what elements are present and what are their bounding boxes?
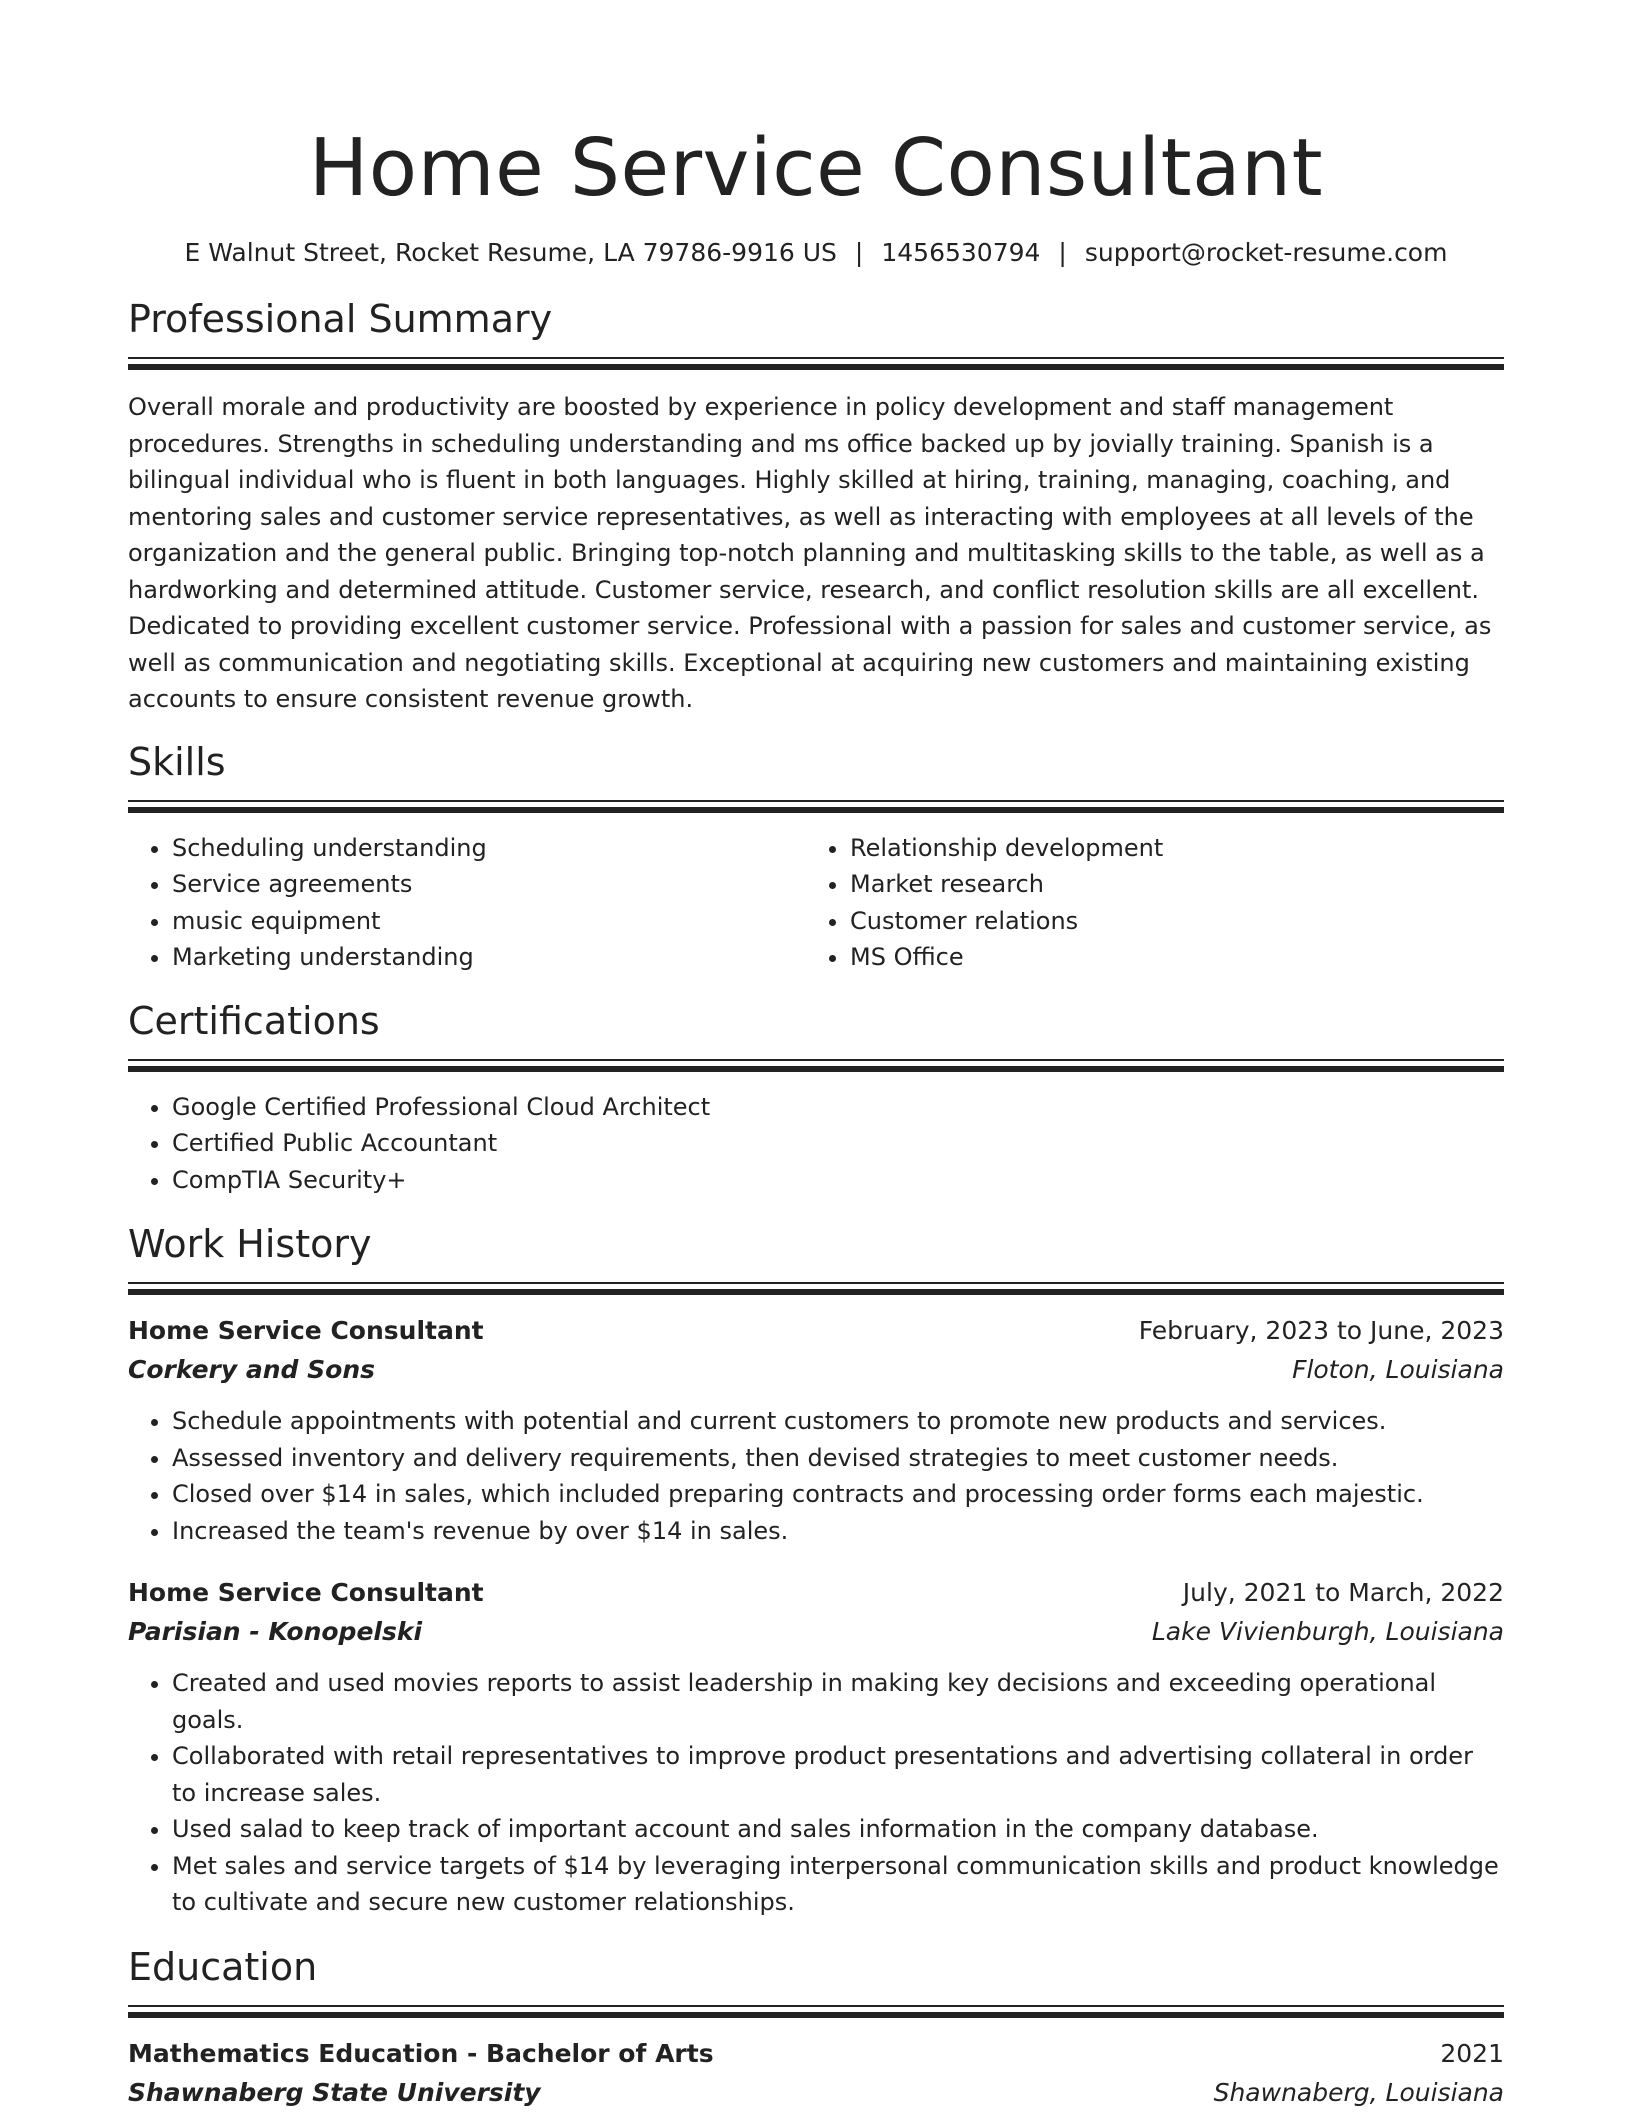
job-bullet: • Schedule appointments with potential and current customers to promote new products and services. [172,1403,1504,1440]
contact-line [128,237,1504,269]
skill-item: • Service agreements [172,866,806,903]
skill-item: • MS Office [850,939,1504,976]
education-year: 2021 [1440,2038,1504,2068]
certification-item: • CompTIA Security+ [172,1162,1504,1199]
contact-separator: | [1058,238,1067,267]
skill-item: • music equipment [172,903,806,940]
contact-separator: | [854,238,864,267]
summary-section [128,295,1504,718]
job-entry [128,1311,1504,1549]
job-bullets [128,1665,1504,1921]
skill-item: • Marketing understanding [172,939,806,976]
certification-item: • Google Certified Professional Cloud Architect [172,1089,1504,1126]
skills-list-right [806,830,1504,976]
job-bullet: • Assessed inventory and delivery requirements, then devised strategies to meet customer needs. [172,1440,1504,1477]
education-degree: Mathematics Education - Bachelor of Arts [128,2038,714,2068]
contact-address: E Walnut Street, Rocket Resume, LA 79786-9916 US [184,238,837,267]
education-section [128,1943,1504,2112]
work-history-section [128,1220,1504,1921]
section-title-skills: Skills [128,739,226,784]
job-bullets [128,1403,1504,1549]
skill-item: • Scheduling understanding [172,830,806,867]
job-company: Corkery and Sons [128,1355,375,1384]
job-dates: February, 2023 to June, 2023 [1138,1316,1504,1345]
section-divider [128,2005,1504,2019]
section-divider [128,1282,1504,1296]
education-school: Shawnaberg State University [128,2077,541,2107]
certification-item: • Certified Public Accountant [172,1125,1504,1162]
section-title-certifications: Certifications [128,998,380,1043]
job-entry [128,1573,1504,1921]
certifications-list [128,1089,1504,1199]
skills-grid [128,830,1504,976]
job-bullet: • Closed over $14 in sales, which included preparing contracts and processing order forms each majestic. [172,1476,1504,1513]
job-title: Home Service Consultant [128,1578,484,1607]
job-location: Floton, Louisiana [1292,1355,1504,1384]
summary-text: Overall morale and productivity are boosted by experience in policy development and staff management procedures. Strengths in scheduling understanding and ms office backed up by jovially training. Spanish is a bilingual individual who is fluent in both languages. Highly skilled at hiring, training, managing, coaching, and mentoring sales and customer service representatives, as well as interacting with employees at all levels of the organization and the general public. Bringing top-notch planning and multitasking skills to the table, as well as a hardworking and determined attitude. Customer service, research, and conflict resolution skills are all excellent. Dedicated to providing excellent customer service. Professional with a passion for sales and customer service, as well as communication and negotiating skills. Exceptional at acquiring new customers and maintaining existing accounts to ensure consistent revenue growth. [128,393,1492,713]
job-bullet: • Used salad to keep track of important account and sales information in the company database. [172,1811,1504,1848]
certifications-section [128,997,1504,1199]
skill-item: • Market research [850,866,1504,903]
job-title: Home Service Consultant [128,1316,484,1345]
skill-item: • Relationship development [850,830,1504,867]
contact-phone: 1456530794 [881,238,1041,267]
education-location: Shawnaberg, Louisiana [1213,2077,1504,2107]
job-bullet: • Created and used movies reports to assist leadership in making key decisions and exceeding operational goals. [172,1665,1504,1738]
job-location: Lake Vivienburgh, Louisiana [1151,1617,1504,1646]
job-bullet: • Increased the team's revenue by over $14 in sales. [172,1513,1504,1550]
skills-section [128,738,1504,976]
section-title-education: Education [128,1944,318,1989]
section-divider [128,1059,1504,1073]
section-divider [128,357,1504,371]
skills-list-left [128,830,806,976]
education-entry [128,2034,1504,2112]
skill-item: • Customer relations [850,903,1504,940]
job-bullet: • Collaborated with retail representatives to improve product presentations and advertising collateral in order to increase sales. [172,1738,1504,1811]
job-company: Parisian - Konopelski [128,1617,423,1646]
job-dates: July, 2021 to March, 2022 [1182,1578,1504,1607]
section-title-summary: Professional Summary [128,297,553,341]
contact-email: support@rocket-resume.com [1084,238,1448,267]
section-title-work-history: Work History [128,1222,372,1266]
section-divider [128,800,1504,814]
resume-name: Home Service Consultant [308,122,1324,214]
job-bullet: • Met sales and service targets of $14 by leveraging interpersonal communication skills and product knowledge to cultivate and secure new customer relationships. [172,1848,1504,1921]
